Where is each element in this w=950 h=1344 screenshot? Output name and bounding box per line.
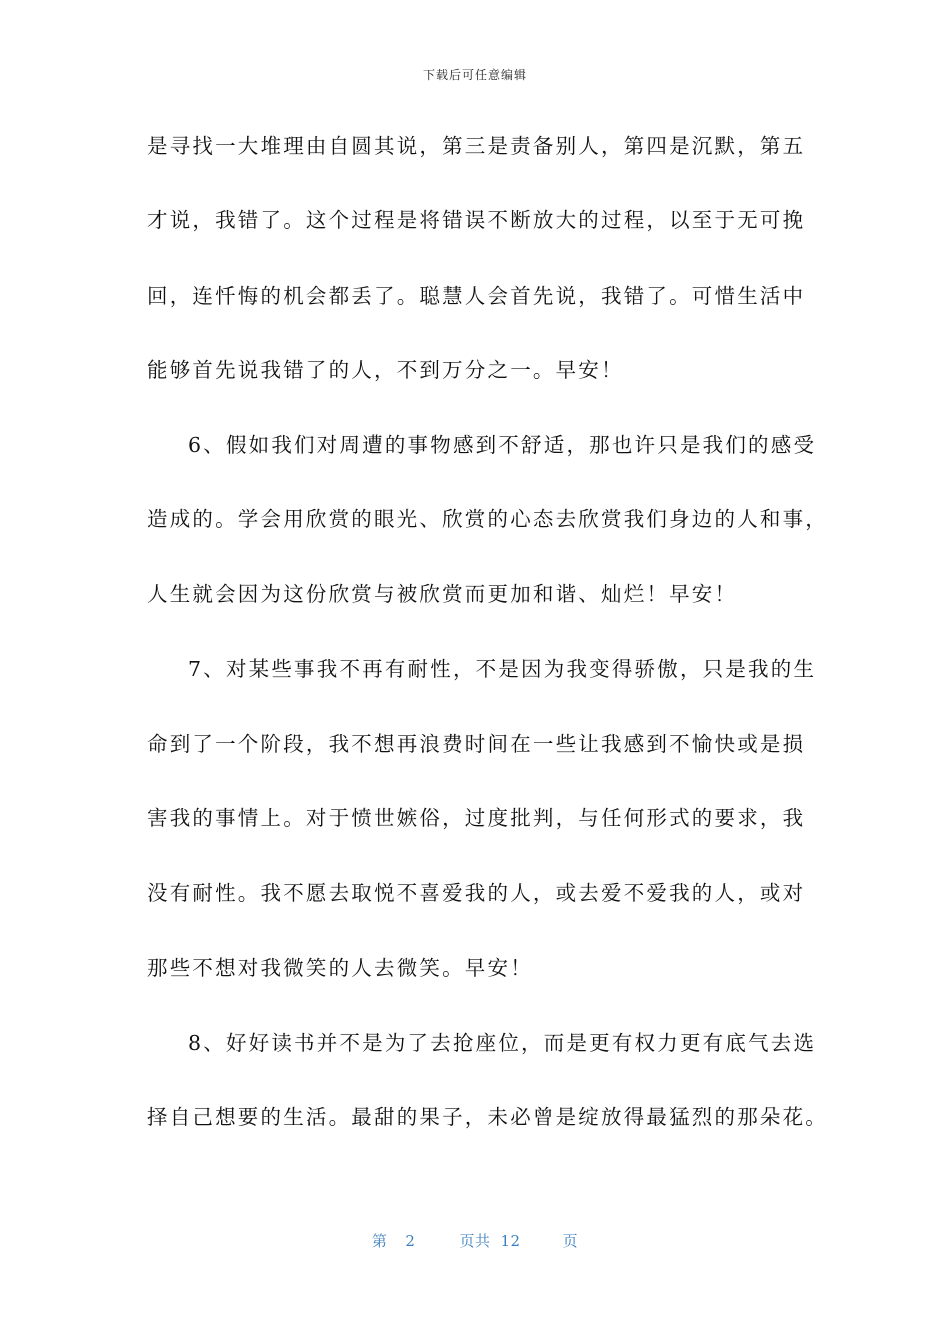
body-text-line: 造成的。学会用欣赏的眼光、欣赏的心态去欣赏我们身边的人和事， [147, 507, 828, 531]
paragraph-7-first-line: 7、对某些事我不再有耐性，不是因为我变得骄傲，只是我的生 [188, 657, 817, 681]
paragraph-6-first-line: 6、假如我们对周遭的事物感到不舒适，那也许只是我们的感受 [188, 433, 817, 457]
body-text-line: 是寻找一大堆理由自圆其说，第三是责备别人，第四是沉默，第五 [147, 134, 806, 158]
footer-page-number: 2 [405, 1232, 416, 1250]
paragraph-8-first-line: 8、好好读书并不是为了去抢座位，而是更有权力更有底气去选 [188, 1031, 817, 1055]
page-header: 下载后可任意编辑 [422, 68, 527, 82]
body-text-line: 回，连忏悔的机会都丢了。聪慧人会首先说，我错了。可惜生活中 [147, 284, 806, 308]
footer-suffix: 页 [562, 1232, 579, 1250]
page-footer [0, 1230, 950, 1251]
footer-prefix: 第 [371, 1232, 388, 1250]
footer-total-pages: 12 [500, 1232, 521, 1250]
footer-mid: 页共 [459, 1232, 491, 1250]
body-text-line: 那些不想对我微笑的人去微笑。早安！ [147, 956, 533, 980]
body-text-line: 没有耐性。我不愿去取悦不喜爱我的人，或去爱不爱我的人，或对 [147, 881, 806, 905]
body-text-line: 择自己想要的生活。最甜的果子，未必曾是绽放得最猛烈的那朵花。 [147, 1105, 828, 1129]
body-text-line: 能够首先说我错了的人，不到万分之一。早安！ [147, 358, 624, 382]
body-text-line: 才说，我错了。这个过程是将错误不断放大的过程，以至于无可挽 [147, 208, 806, 232]
body-text-line: 命到了一个阶段，我不想再浪费时间在一些让我感到不愉快或是损 [147, 732, 806, 756]
body-text-line: 害我的事情上。对于愤世嫉俗，过度批判，与任何形式的要求，我 [147, 806, 806, 830]
body-text-line: 人生就会因为这份欣赏与被欣赏而更加和谐、灿烂！早安！ [147, 582, 738, 606]
